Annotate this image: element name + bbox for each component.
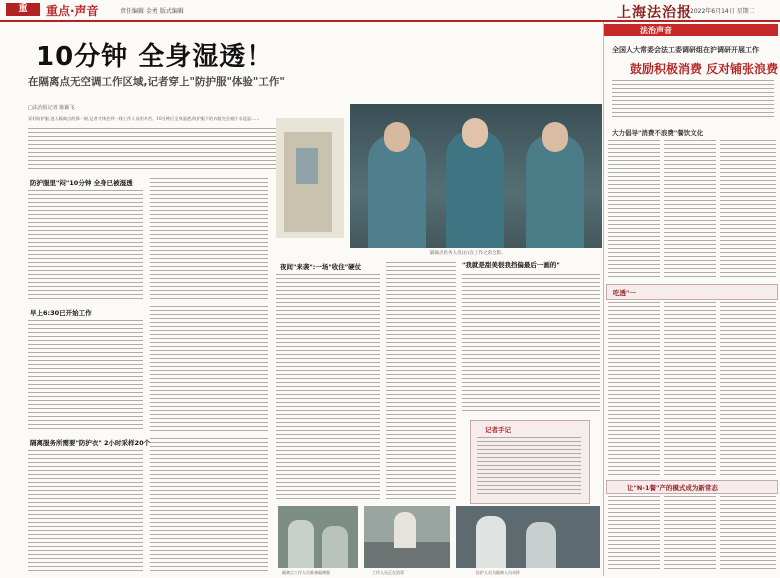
right-col-3 [720,140,776,280]
right-col-1 [608,140,660,280]
paper-name: 上海法治报 [617,5,692,21]
right-col-4 [608,302,660,478]
col-2b-text [150,306,268,432]
right-headline: 鼓励积极消费 反对铺张浪费 [630,62,779,76]
col-2c-text [150,438,268,572]
right-col-9 [720,496,776,572]
nurses-photo [350,104,602,248]
col-3-text [276,274,380,502]
right-col-2 [664,140,716,280]
right-col-7 [608,496,660,572]
sub-headline: 在隔离点无空调工作区域,记者穿上"防护服"体验"工作" [28,76,285,88]
bottom-photo-3 [456,506,600,568]
intro-paragraph: 穿好防护服,进入隔离点的那一刻,记者才体会到一线工作人员的辛苦。10分钟后全身湿透,防护服下的衣服完全被汗水浸湿…… [28,116,260,121]
right-intro-text [612,80,774,120]
subhead-2: 早上6:30已开始工作 [30,309,92,317]
column-divider [603,22,604,576]
right-kicker: 全国人大常委会法工委调研组在沪调研开展工作 [612,46,759,54]
bottom-right-header [606,480,778,494]
right-box-header [606,284,778,300]
bottom-photo-1 [278,506,358,568]
photo-caption: 隔离点医务人员(右)在工作之余合影。 [430,251,506,256]
note-text [477,437,581,497]
right-subhead-1: 大力倡导"消费不浪费"餐饮文化 [612,129,704,137]
edition-meta: 责任编辑 金勇 版式编辑 [120,8,184,15]
intro-lines [28,128,278,172]
byline: □法治报记者 陈颖飞 [28,105,75,111]
bottom-right-label: 让"N-1餐"产的模式成为新常态 [627,484,718,492]
note-title: 记者手记 [485,426,511,434]
door-photo [276,118,344,238]
reporter-note [470,420,590,504]
subhead-3: 隔离服务所需要"防护衣" 2小时采样20个 [30,439,151,447]
right-col-6 [720,302,776,478]
right-col-8 [664,496,716,572]
col-4-text [386,262,456,502]
bottom-photo-2 [364,506,450,568]
col-1-text [28,190,143,300]
col-5-text [462,274,600,414]
subhead-5: "我就是甜美很我挡偏最后一画的" [462,261,560,269]
right-section-label: 法治声音 [640,26,672,35]
col-1b-text [28,320,143,432]
col-1c-text [28,450,143,572]
page-title: 10分钟 全身湿透！ [36,42,274,72]
section-logo: 重 [6,3,40,16]
bottom-caption-3: 医护人员为隔离人员采样 [476,570,520,575]
subhead-1: 防护服里"闷"10分钟 全身已被湿透 [30,179,133,187]
subhead-4: 夜间"来袭":一场"收住"硬仗 [280,263,362,271]
right-col-5 [664,302,716,478]
right-section-bar [604,24,778,36]
bottom-caption-1: 隔离点工作人员准备隔离服 [282,570,330,575]
right-subhead-2: 吃透"一 [613,289,636,297]
section-title: 重点·声音 [46,4,99,18]
col-2-text [150,178,268,300]
bottom-caption-2: 工作人员正在消毒 [372,570,404,575]
issue-date: 2022年6月14日 星期二 [690,8,755,15]
